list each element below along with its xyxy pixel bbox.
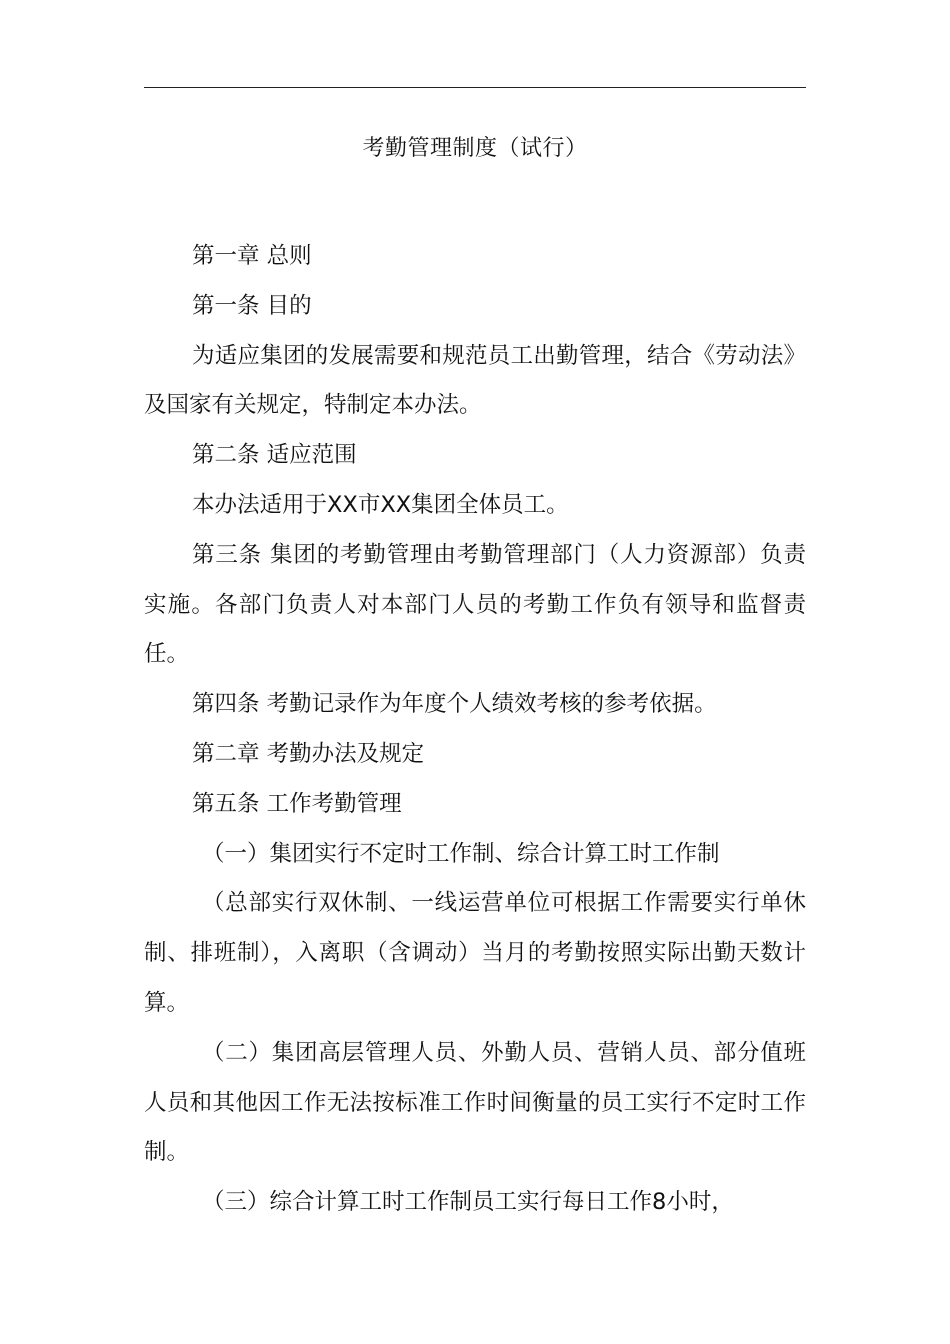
article-1-text: 为适应集团的发展需要和规范员工出勤管理，结合《劳动法》及国家有关规定，特制定本办法。 — [144, 342, 806, 419]
document-title: 考勤管理制度（试行） — [362, 136, 588, 161]
article-5-item-2: （二）集团高层管理人员、外勤人员、营销人员、部分值班人员和其他因工作无法按标准工作时间衡量的员工实行不定时工作制。 — [144, 1039, 806, 1166]
article-3-text: 第三条 集团的考勤管理由考勤管理部门（人力资源部）负责实施。各部门负责人对本部门人员的考勤工作负有领导和监督责任。 — [144, 541, 806, 668]
header-rule — [144, 87, 806, 88]
chapter-1-heading: 第一章 总则 — [192, 243, 312, 269]
article-1-heading: 第一条 目的 — [192, 292, 312, 319]
article-5-item-1-note: （总部实行双休制、一线运营单位可根据工作需要实行单休制、排班制），入离职（含调动）当月的考勤按照实际出勤天数计算。 — [144, 890, 806, 1016]
article-5-heading: 第五条 工作考勤管理 — [192, 790, 402, 817]
article-2-heading: 第二条 适应范围 — [192, 442, 357, 469]
chapter-2-heading: 第二章 考勤办法及规定 — [192, 740, 425, 767]
article-2-text: 本办法适用于XX市XX集团全体员工。 — [192, 491, 569, 518]
article-5-item-1: （一）集团实行不定时工作制、综合计算工时工作制 — [202, 840, 720, 867]
article-5-item-3: （三）综合计算工时工作制员工实行每日工作8小时， — [202, 1189, 734, 1216]
article-4-text: 第四条 考勤记录作为年度个人绩效考核的参考依据。 — [192, 691, 717, 718]
document-body — [144, 232, 806, 1228]
